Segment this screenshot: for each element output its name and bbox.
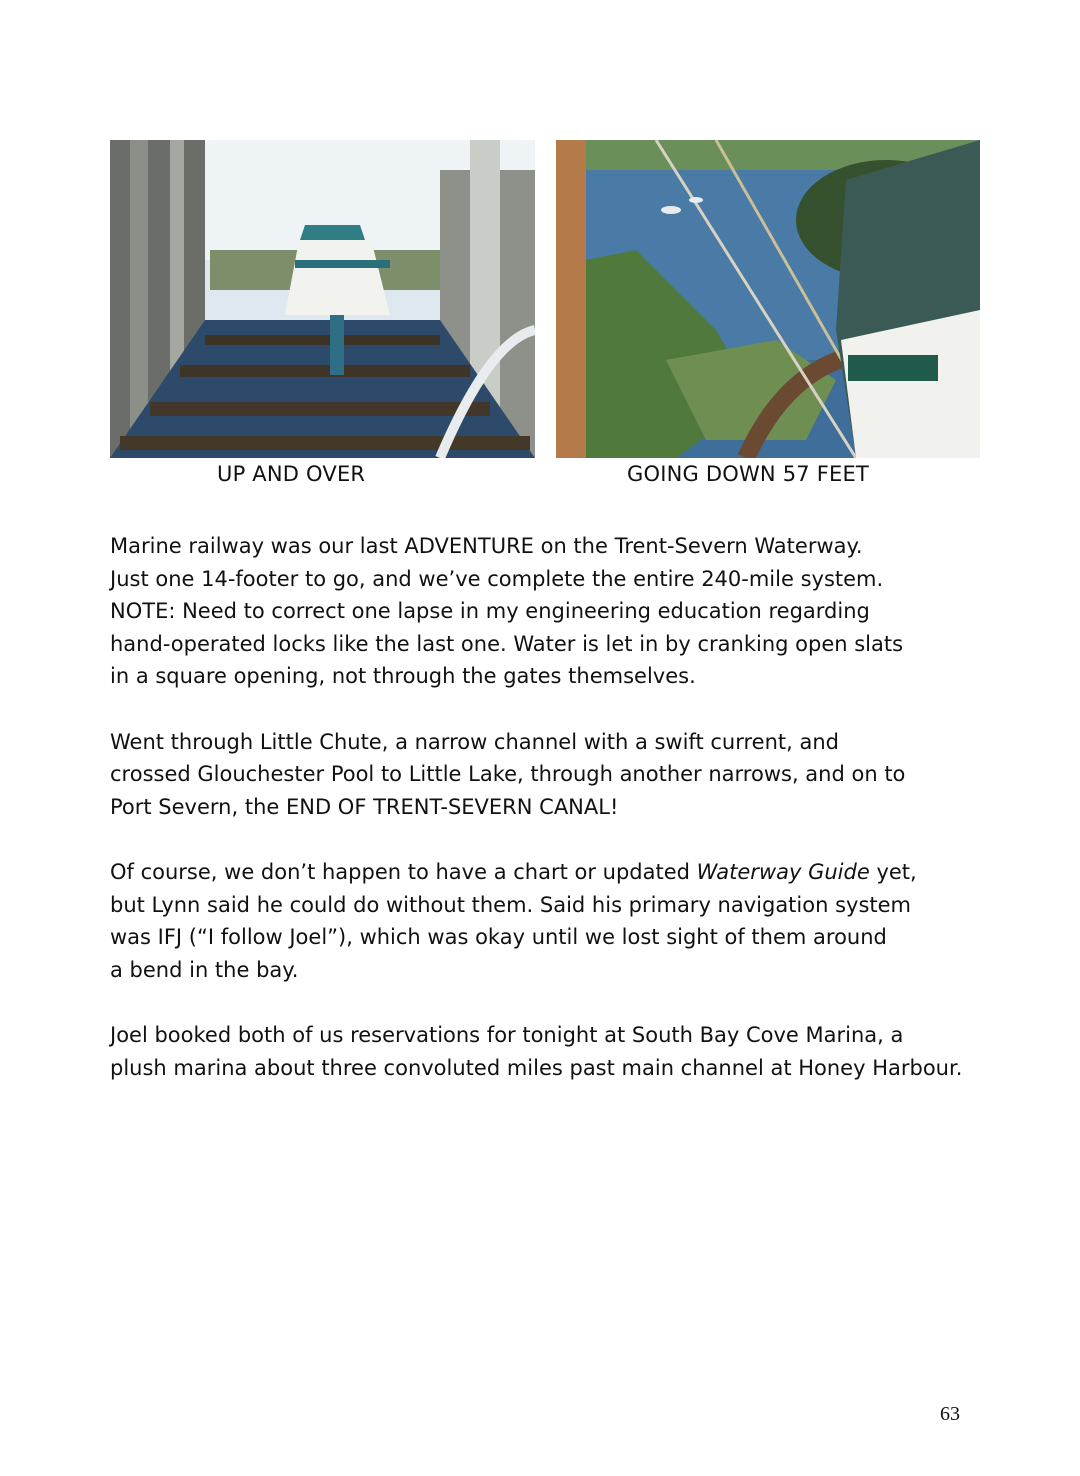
photo-going-down-image bbox=[556, 140, 980, 458]
caption-up-and-over: UP AND OVER bbox=[217, 462, 366, 486]
body-text bbox=[110, 530, 1010, 1117]
photo-marine-railway-boat bbox=[110, 140, 535, 458]
paragraph-marine-railway: Marine railway was our last ADVENTURE on the Trent-Severn Waterway. Just one 14-footer to go, and we’ve complete the entire 240-mile system. NOTE: Need to correct one lapse in my engineering education regarding hand-operated locks like the last one. Water is let in by cranking open slats in a square opening, not through the gates themselves. bbox=[110, 534, 904, 688]
paragraph-little-chute: Went through Little Chute, a narrow channel with a swift current, and crossed Glouchester Pool to Little Lake, through another narrows, and on to Port Severn, the END OF TRENT-SEVERN CANAL! bbox=[110, 729, 906, 819]
waterway-guide-title: Waterway Guide bbox=[696, 860, 870, 884]
paragraph-text-after: yet, but Lynn said he could do without them. Said his primary navigation system was IFJ (“I follow Joel”), which was okay until we lost sight of them around a bend in the bay. bbox=[110, 860, 917, 982]
paragraph-text-before: Of course, we don’t happen to have a chart or updated bbox=[110, 860, 697, 884]
page-number: 63 bbox=[940, 1403, 960, 1425]
caption-going-down: GOING DOWN 57 FEET bbox=[627, 462, 869, 486]
paragraph-south-bay-cove: Joel booked both of us reservations for tonight at South Bay Cove Marina, a plush marina about three convoluted miles past main channel at Honey Harbour. bbox=[110, 1023, 963, 1080]
photo-going-down bbox=[556, 140, 980, 458]
paragraph-waterway-guide bbox=[110, 856, 1010, 986]
photo-marine-railway-image bbox=[110, 140, 535, 458]
